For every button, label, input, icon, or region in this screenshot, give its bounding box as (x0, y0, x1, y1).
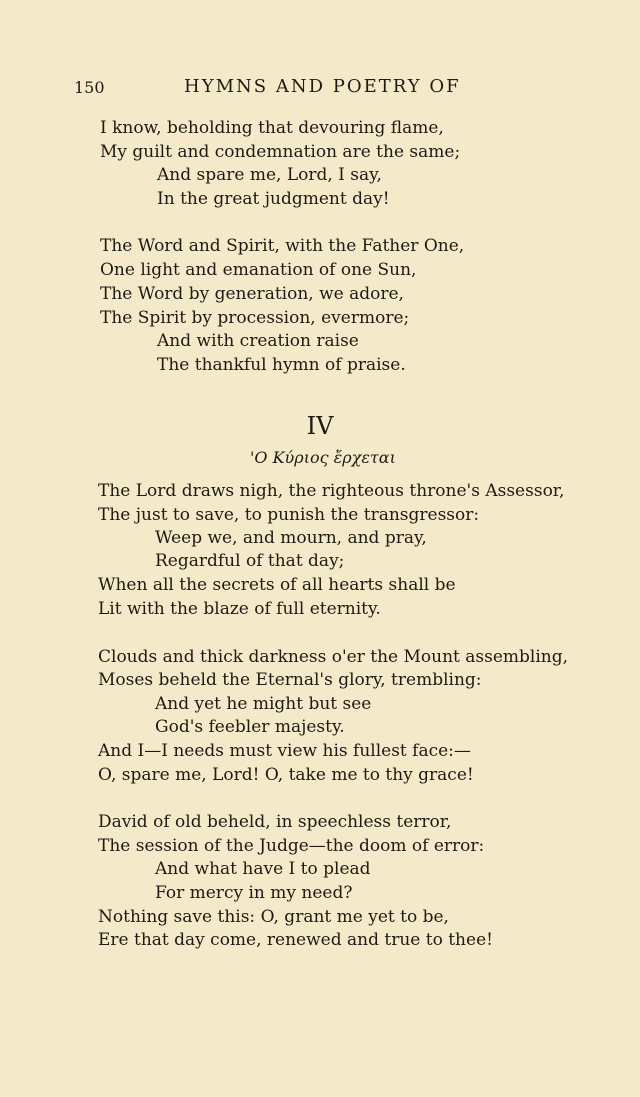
verse-line: Moses beheld the Eternal's glory, trembling: (98, 670, 482, 690)
verse-line: The session of the Judge—the doom of error: (98, 836, 485, 856)
running-title: HYMNS AND POETRY OF (184, 76, 461, 97)
running-header (74, 76, 530, 100)
verse-line: The just to save, to punish the transgressor: (98, 505, 480, 525)
verse-line: Weep we, and mourn, and pray, (155, 528, 427, 548)
verse-line: Lit with the blaze of full eternity. (98, 599, 381, 619)
verse-line: In the great judgment day! (157, 189, 390, 209)
verse-line: And I—I needs must view his fullest face:— (98, 741, 471, 761)
verse-line: The Spirit by procession, evermore; (100, 308, 410, 328)
verse-line: God's feebler majesty. (155, 717, 345, 737)
section-number: IV (306, 412, 334, 440)
verse-line: I know, beholding that devouring flame, (100, 118, 444, 138)
verse-line: And with creation raise (157, 331, 359, 351)
verse-line: The Word and Spirit, with the Father One, (100, 236, 465, 256)
verse-line: For mercy in my need? (155, 883, 353, 903)
verse-line: Ere that day come, renewed and true to thee! (98, 930, 493, 950)
verse-line: And yet he might but see (155, 694, 372, 714)
section-subtitle: 'Ο Κύριος ἔρχεται (250, 448, 396, 467)
verse-line: Regardful of that day; (155, 551, 345, 571)
verse-line: And what have I to plead (155, 859, 371, 879)
verse-line: Clouds and thick darkness o'er the Mount assembling, (98, 647, 569, 667)
verse-line: David of old beheld, in speechless terror, (98, 812, 452, 832)
verse-line: My guilt and condemnation are the same; (100, 142, 461, 162)
verse-line: When all the secrets of all hearts shall be (98, 575, 456, 595)
verse-line: O, spare me, Lord! O, take me to thy grace! (98, 765, 474, 785)
verse-line: The thankful hymn of praise. (157, 355, 406, 375)
verse-line: One light and emanation of one Sun, (100, 260, 417, 280)
verse-line: And spare me, Lord, I say, (157, 165, 382, 185)
verse-line: The Lord draws nigh, the righteous throne's Assessor, (98, 481, 565, 501)
verse-line: Nothing save this: O, grant me yet to be, (98, 907, 449, 927)
verse-line: The Word by generation, we adore, (100, 284, 404, 304)
page-number: 150 (74, 78, 105, 97)
